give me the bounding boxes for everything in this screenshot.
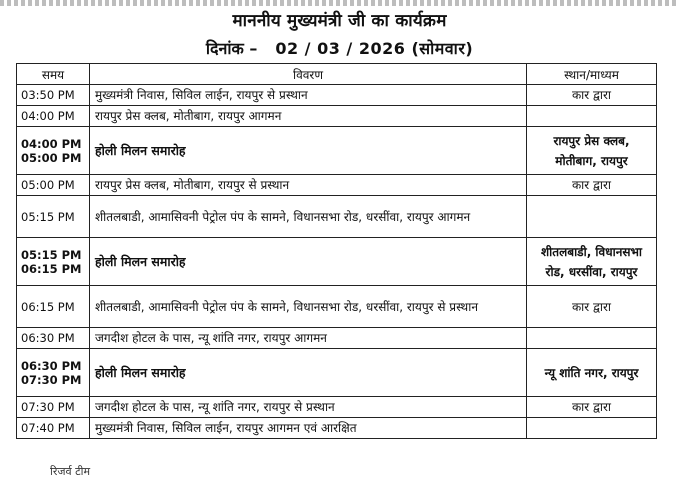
event-name-cell: होली मिलन समारोह bbox=[90, 349, 527, 397]
detail-cell: मुख्यमंत्री निवास, सिविल लाईन, रायपुर आगमन एवं आरक्षित bbox=[90, 418, 527, 439]
event-name-cell: होली मिलन समारोह bbox=[90, 238, 527, 286]
time-value: 06:15 PM bbox=[21, 261, 82, 276]
time-cell bbox=[17, 397, 90, 418]
date-label: दिनांक – bbox=[205, 39, 258, 58]
time-value: 06:15 PM bbox=[21, 299, 75, 314]
time-value: 04:00 PM bbox=[21, 109, 75, 123]
time-value: 05:15 PM bbox=[21, 247, 82, 262]
column-header-place: स्थान/माध्यम bbox=[527, 64, 657, 85]
time-value: 04:00 PM bbox=[21, 136, 82, 151]
schedule-table bbox=[16, 63, 657, 439]
table-row bbox=[17, 349, 657, 397]
time-cell bbox=[17, 328, 90, 349]
place-cell bbox=[527, 328, 657, 349]
detail-cell: जगदीश होटल के पास, न्यू शांति नगर, रायपुर से प्रस्थान bbox=[90, 397, 527, 418]
table-body bbox=[17, 85, 657, 439]
place-cell: कार द्वारा bbox=[527, 397, 657, 418]
time-value: 05:00 PM bbox=[21, 178, 75, 192]
table-row bbox=[17, 127, 657, 175]
event-name-cell: होली मिलन समारोह bbox=[90, 127, 527, 175]
place-cell: न्यू शांति नगर, रायपुर bbox=[527, 349, 657, 397]
table-row bbox=[17, 286, 657, 328]
time-value: 07:30 PM bbox=[21, 372, 82, 387]
table-row bbox=[17, 397, 657, 418]
place-cell: रायपुर प्रेस क्लब, मोतीबाग, रायपुर bbox=[527, 127, 657, 175]
table-row bbox=[17, 106, 657, 127]
date-line bbox=[0, 37, 679, 59]
place-cell: कार द्वारा bbox=[527, 85, 657, 106]
document-title: माननीय मुख्यमंत्री जी का कार्यक्रम bbox=[232, 11, 447, 31]
table-row bbox=[17, 418, 657, 439]
place-cell bbox=[527, 418, 657, 439]
time-cell bbox=[17, 196, 90, 238]
detail-cell: जगदीश होटल के पास, न्यू शांति नगर, रायपुर आगमन bbox=[90, 328, 527, 349]
table-row bbox=[17, 328, 657, 349]
date-value: 02 / 03 / 2026 (सोमवार) bbox=[275, 39, 474, 58]
time-value: 05:15 PM bbox=[21, 209, 75, 224]
time-cell bbox=[17, 127, 90, 175]
time-value: 06:30 PM bbox=[21, 358, 82, 373]
detail-cell: रायपुर प्रेस क्लब, मोतीबाग, रायपुर आगमन bbox=[90, 106, 527, 127]
place-cell: कार द्वारा bbox=[527, 175, 657, 196]
table-row bbox=[17, 175, 657, 196]
time-value: 05:00 PM bbox=[21, 150, 82, 165]
time-cell bbox=[17, 106, 90, 127]
table-row bbox=[17, 85, 657, 106]
table-row bbox=[17, 238, 657, 286]
detail-cell: शीतलबाडी, आमासिवनी पेट्रोल पंप के सामने, विधानसभा रोड, धरसींवा, रायपुर आगमन bbox=[90, 196, 527, 238]
time-cell bbox=[17, 175, 90, 196]
table-row bbox=[17, 196, 657, 238]
detail-cell: रायपुर प्रेस क्लब, मोतीबाग, रायपुर से प्रस्थान bbox=[90, 175, 527, 196]
time-value: 07:30 PM bbox=[21, 400, 75, 414]
time-value: 07:40 PM bbox=[21, 421, 75, 435]
top-border bbox=[0, 0, 679, 6]
place-cell bbox=[527, 106, 657, 127]
footnote: रिजर्व टीम bbox=[50, 465, 91, 478]
time-cell bbox=[17, 85, 90, 106]
column-header-time: समय bbox=[17, 64, 90, 85]
time-cell bbox=[17, 286, 90, 328]
place-cell bbox=[527, 196, 657, 238]
time-value: 03:50 PM bbox=[21, 88, 75, 102]
place-cell: कार द्वारा bbox=[527, 286, 657, 328]
place-cell: शीतलबाडी, विधानसभा रोड, धरसींवा, रायपुर bbox=[527, 238, 657, 286]
time-value: 06:30 PM bbox=[21, 331, 75, 345]
detail-cell: मुख्यमंत्री निवास, सिविल लाईन, रायपुर से प्रस्थान bbox=[90, 85, 527, 106]
table-header-row bbox=[17, 64, 657, 85]
detail-cell: शीतलबाडी, आमासिवनी पेट्रोल पंप के सामने, विधानसभा रोड, धरसींवा, रायपुर से प्रस्थान bbox=[90, 286, 527, 328]
column-header-detail: विवरण bbox=[90, 64, 527, 85]
time-cell bbox=[17, 349, 90, 397]
time-cell bbox=[17, 418, 90, 439]
time-cell bbox=[17, 238, 90, 286]
